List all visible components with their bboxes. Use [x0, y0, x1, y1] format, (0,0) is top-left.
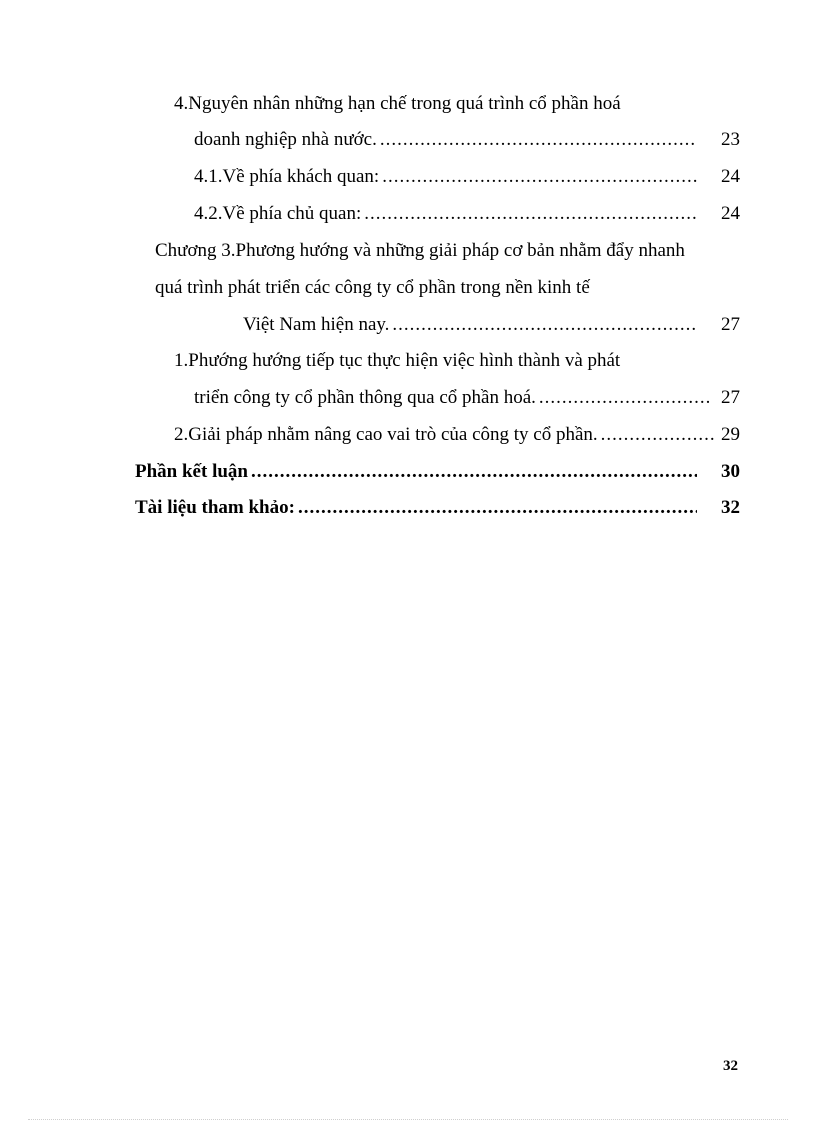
toc-item-4-2 — [194, 202, 697, 226]
toc-item-4-line1: 4.Nguyên nhân những hạn chế trong quá trình cổ phần hoá — [174, 93, 621, 114]
toc-item-4-1-label: 4.1.Về phía khách quan: — [194, 166, 380, 187]
page-number: 32 — [723, 1058, 738, 1074]
toc-chapter-3 — [243, 313, 697, 337]
toc-item-4-1 — [194, 165, 697, 189]
page-bottom-divider — [28, 1119, 788, 1120]
dot-leader — [298, 496, 697, 520]
toc-chapter-3-line1: Chương 3.Phương hướng và những giải pháp cơ bản nhằm đẩy nhanh — [155, 240, 685, 261]
toc-references — [135, 496, 697, 520]
toc-item-4-2-label: 4.2.Về phía chủ quan: — [194, 203, 362, 224]
dot-leader — [382, 165, 697, 189]
toc-ch3-item-2-page: 29 — [721, 424, 740, 445]
dot-leader — [539, 386, 709, 410]
toc-conclusion-page: 30 — [721, 461, 740, 482]
toc-item-4-2-page: 24 — [721, 203, 740, 224]
toc-ch3-item-1-line2: triển công ty cổ phần thông qua cổ phần hoá. — [194, 387, 536, 408]
toc-conclusion-label: Phần kết luận — [135, 461, 248, 482]
dot-leader — [392, 313, 697, 337]
dot-leader — [601, 423, 714, 447]
toc-ch3-item-2-label: 2.Giải pháp nhằm nâng cao vai trò của công ty cổ phần. — [174, 424, 598, 445]
toc-chapter-3-page: 27 — [721, 314, 740, 335]
toc-references-page: 32 — [721, 497, 740, 518]
dot-leader — [364, 202, 697, 226]
dot-leader — [380, 128, 697, 152]
toc-chapter-3-line2: quá trình phát triển các công ty cổ phần trong nền kinh tế — [155, 277, 590, 298]
toc-item-4-1-page: 24 — [721, 166, 740, 187]
toc-conclusion — [135, 460, 697, 484]
toc-item-4 — [194, 128, 697, 152]
toc-ch3-item-2 — [174, 423, 714, 447]
toc-item-4-line2: doanh nghiệp nhà nước. — [194, 129, 377, 150]
toc-ch3-item-1-line1: 1.Phướng hướng tiếp tục thực hiện việc hình thành và phát — [174, 350, 621, 371]
dot-leader — [251, 460, 697, 484]
toc-ch3-item-1-page: 27 — [721, 387, 740, 408]
toc-references-label: Tài liệu tham khảo: — [135, 497, 295, 518]
toc-ch3-item-1 — [194, 386, 709, 410]
toc-chapter-3-line3: Việt Nam hiện nay. — [243, 314, 390, 335]
toc-item-4-page: 23 — [721, 129, 740, 150]
